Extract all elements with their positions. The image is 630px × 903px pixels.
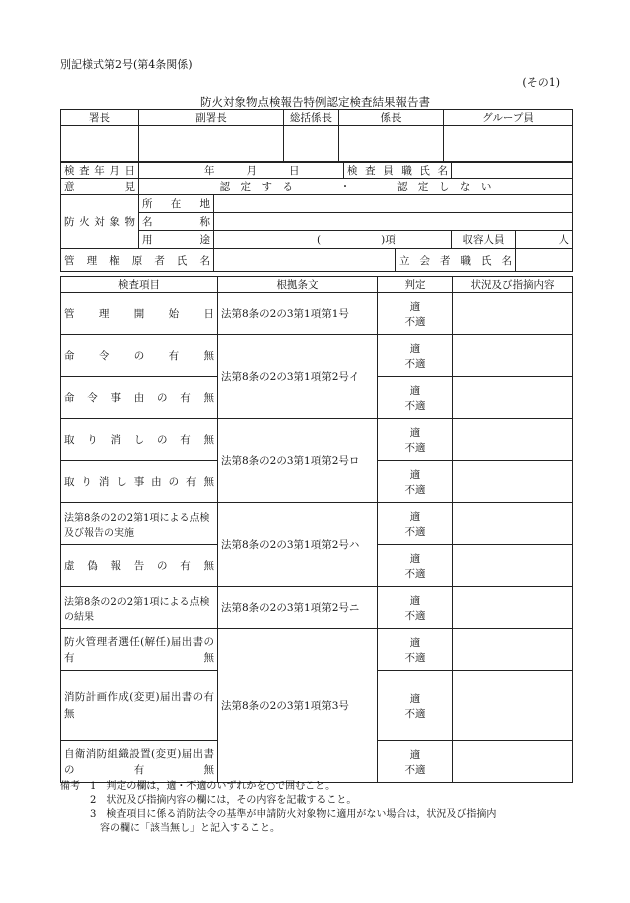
- general-manager-header: 総括係長: [284, 110, 339, 126]
- judge-ok[interactable]: 適: [409, 300, 421, 313]
- general-manager-stamp-cell[interactable]: [284, 126, 339, 162]
- judgment-cell[interactable]: [378, 629, 453, 671]
- judge-ok[interactable]: 適: [409, 510, 421, 523]
- exam-date-label: 検査年月日: [61, 163, 139, 179]
- judge-ok[interactable]: 適: [409, 692, 421, 705]
- chief-header: 署長: [61, 110, 139, 126]
- status-cell[interactable]: [453, 377, 573, 419]
- item-revocation-reason: 取り消し事由の有無: [61, 461, 218, 503]
- target-label: 防火対象物: [61, 195, 139, 249]
- judge-ng[interactable]: 不適: [404, 357, 426, 370]
- vice-chief-stamp-cell[interactable]: [139, 126, 284, 162]
- judgment-cell[interactable]: [378, 335, 453, 377]
- status-cell[interactable]: [453, 545, 573, 587]
- document-title: 防火対象物点検報告特例認定検査結果報告書: [200, 95, 430, 109]
- witness-field[interactable]: [516, 249, 573, 272]
- judge-ok[interactable]: 適: [409, 342, 421, 355]
- judge-ng[interactable]: 不適: [404, 483, 426, 496]
- inspection-items-table: [60, 276, 573, 783]
- item-inspection-result: 法第8条の2の2第1項による点検の結果: [61, 587, 218, 629]
- col-basis-header: 根拠条文: [218, 277, 378, 293]
- use-label: 用 途: [139, 231, 214, 249]
- judgment-cell[interactable]: [378, 461, 453, 503]
- item-revocation-exists: 取り消しの有無: [61, 419, 218, 461]
- basis-1: 法第8条の2の3第1項第1号: [218, 293, 378, 335]
- judgment-cell[interactable]: [378, 503, 453, 545]
- day-label: 日: [289, 165, 300, 177]
- inspector-label: 検査員職氏名: [344, 163, 452, 179]
- capacity-field[interactable]: [516, 231, 573, 249]
- note-3-cont: 容の欄に「該当無し」と記入すること。: [60, 823, 280, 834]
- exam-date-field[interactable]: [139, 163, 344, 179]
- use-paren-close: )項: [381, 234, 396, 246]
- owner-field[interactable]: [214, 249, 396, 272]
- judge-ok[interactable]: 適: [409, 594, 421, 607]
- month-label: 月: [246, 165, 257, 177]
- separator-dot: ・: [339, 181, 351, 193]
- form-caption: 別記様式第2号(第4条関係): [60, 58, 193, 71]
- name-label: 名 称: [139, 213, 214, 231]
- basis-2ro: 法第8条の2の3第1項第2号ロ: [218, 419, 378, 503]
- status-cell[interactable]: [453, 293, 573, 335]
- judgment-cell[interactable]: [378, 419, 453, 461]
- basis-3: 法第8条の2の3第1項第3号: [218, 629, 378, 783]
- status-cell[interactable]: [453, 587, 573, 629]
- judge-ng[interactable]: 不適: [404, 763, 426, 776]
- status-cell[interactable]: [453, 335, 573, 377]
- judgment-cell[interactable]: [378, 587, 453, 629]
- notes: [60, 780, 580, 836]
- judgment-cell[interactable]: [378, 671, 453, 741]
- note-1: 備考 1 判定の欄は，適・不適のいずれかを○で囲むこと。: [60, 781, 336, 792]
- item-order-reason: 命令事由の有無: [61, 377, 218, 419]
- basis-2i: 法第8条の2の3第1項第2号イ: [218, 335, 378, 419]
- status-cell[interactable]: [453, 503, 573, 545]
- owner-label: 管理権原者氏名: [61, 249, 214, 272]
- page-label: (その1): [522, 76, 560, 89]
- judge-ng[interactable]: 不適: [404, 707, 426, 720]
- judge-ng[interactable]: 不適: [404, 609, 426, 622]
- group-member-header: グループ員: [444, 110, 573, 126]
- judgment-cell[interactable]: [378, 377, 453, 419]
- item-management-start: 管 理 開 始 日: [61, 293, 218, 335]
- status-cell[interactable]: [453, 461, 573, 503]
- item-inspection-report: 法第8条の2の2第1項による点検及び報告の実施: [61, 503, 218, 545]
- judgment-cell[interactable]: [378, 293, 453, 335]
- judge-ng[interactable]: 不適: [404, 399, 426, 412]
- judge-ok[interactable]: 適: [409, 552, 421, 565]
- note-3: 3 検査項目に係る消防法令の基準が申請防火対象物に適用がない場合は，状況及び指摘内: [60, 809, 497, 820]
- capacity-label: 収容人員: [452, 231, 516, 249]
- section-head-header: 係長: [339, 110, 444, 126]
- opinion-field[interactable]: [139, 179, 573, 195]
- inspector-field[interactable]: [452, 163, 573, 179]
- group-member-stamp-cell[interactable]: [444, 126, 573, 162]
- basis-2ni: 法第8条の2の3第1項第2号ニ: [218, 587, 378, 629]
- not-certify-option[interactable]: 認 定 し な い: [396, 181, 492, 193]
- judge-ok[interactable]: 適: [409, 636, 421, 649]
- note-2: 2 状況及び指摘内容の欄には，その内容を記載すること。: [60, 795, 357, 806]
- col-item-header: 検査項目: [61, 277, 218, 293]
- item-fire-manager-notice: 防火管理者選任(解任)届出書の有無: [61, 629, 218, 671]
- address-field[interactable]: [214, 195, 573, 213]
- col-judgment-header: 判定: [378, 277, 453, 293]
- inspection-info-table: [60, 162, 573, 272]
- item-order-exists: 命 令 の 有 無: [61, 335, 218, 377]
- status-cell[interactable]: [453, 671, 573, 741]
- item-false-report: 虚 偽 報 告 の 有 無: [61, 545, 218, 587]
- use-field[interactable]: [214, 231, 452, 249]
- name-field[interactable]: [214, 213, 573, 231]
- status-cell[interactable]: [453, 419, 573, 461]
- opinion-label: 意 見: [61, 179, 139, 195]
- section-head-stamp-cell[interactable]: [339, 126, 444, 162]
- certify-option[interactable]: 認 定 す る: [219, 181, 294, 193]
- judge-ng[interactable]: 不適: [404, 315, 426, 328]
- use-paren-open: (: [317, 234, 322, 246]
- chief-stamp-cell[interactable]: [61, 126, 139, 162]
- col-status-header: 状況及び指摘内容: [453, 277, 573, 293]
- vice-chief-header: 副署長: [139, 110, 284, 126]
- item-fire-plan-notice: 消防計画作成(変更)届出書の有無: [61, 671, 218, 741]
- judge-ok[interactable]: 適: [409, 468, 421, 481]
- judge-ok[interactable]: 適: [409, 426, 421, 439]
- judgment-cell[interactable]: [378, 545, 453, 587]
- approval-table: [60, 109, 573, 162]
- year-label: 年: [204, 165, 215, 177]
- item-self-defense-notice: 自衛消防組織設置(変更)届出書の有無: [61, 741, 218, 783]
- judge-ok[interactable]: 適: [409, 748, 421, 761]
- witness-label: 立会者職氏名: [396, 249, 516, 272]
- judge-ng[interactable]: 不適: [404, 525, 426, 538]
- status-cell[interactable]: [453, 629, 573, 671]
- status-cell[interactable]: [453, 741, 573, 783]
- address-label: 所 在 地: [139, 195, 214, 213]
- judge-ng[interactable]: 不適: [404, 651, 426, 664]
- judgment-cell[interactable]: [378, 741, 453, 783]
- judge-ok[interactable]: 適: [409, 384, 421, 397]
- basis-2ha: 法第8条の2の3第1項第2号ハ: [218, 503, 378, 587]
- judge-ng[interactable]: 不適: [404, 441, 426, 454]
- judge-ng[interactable]: 不適: [404, 567, 426, 580]
- capacity-unit: 人: [558, 234, 570, 246]
